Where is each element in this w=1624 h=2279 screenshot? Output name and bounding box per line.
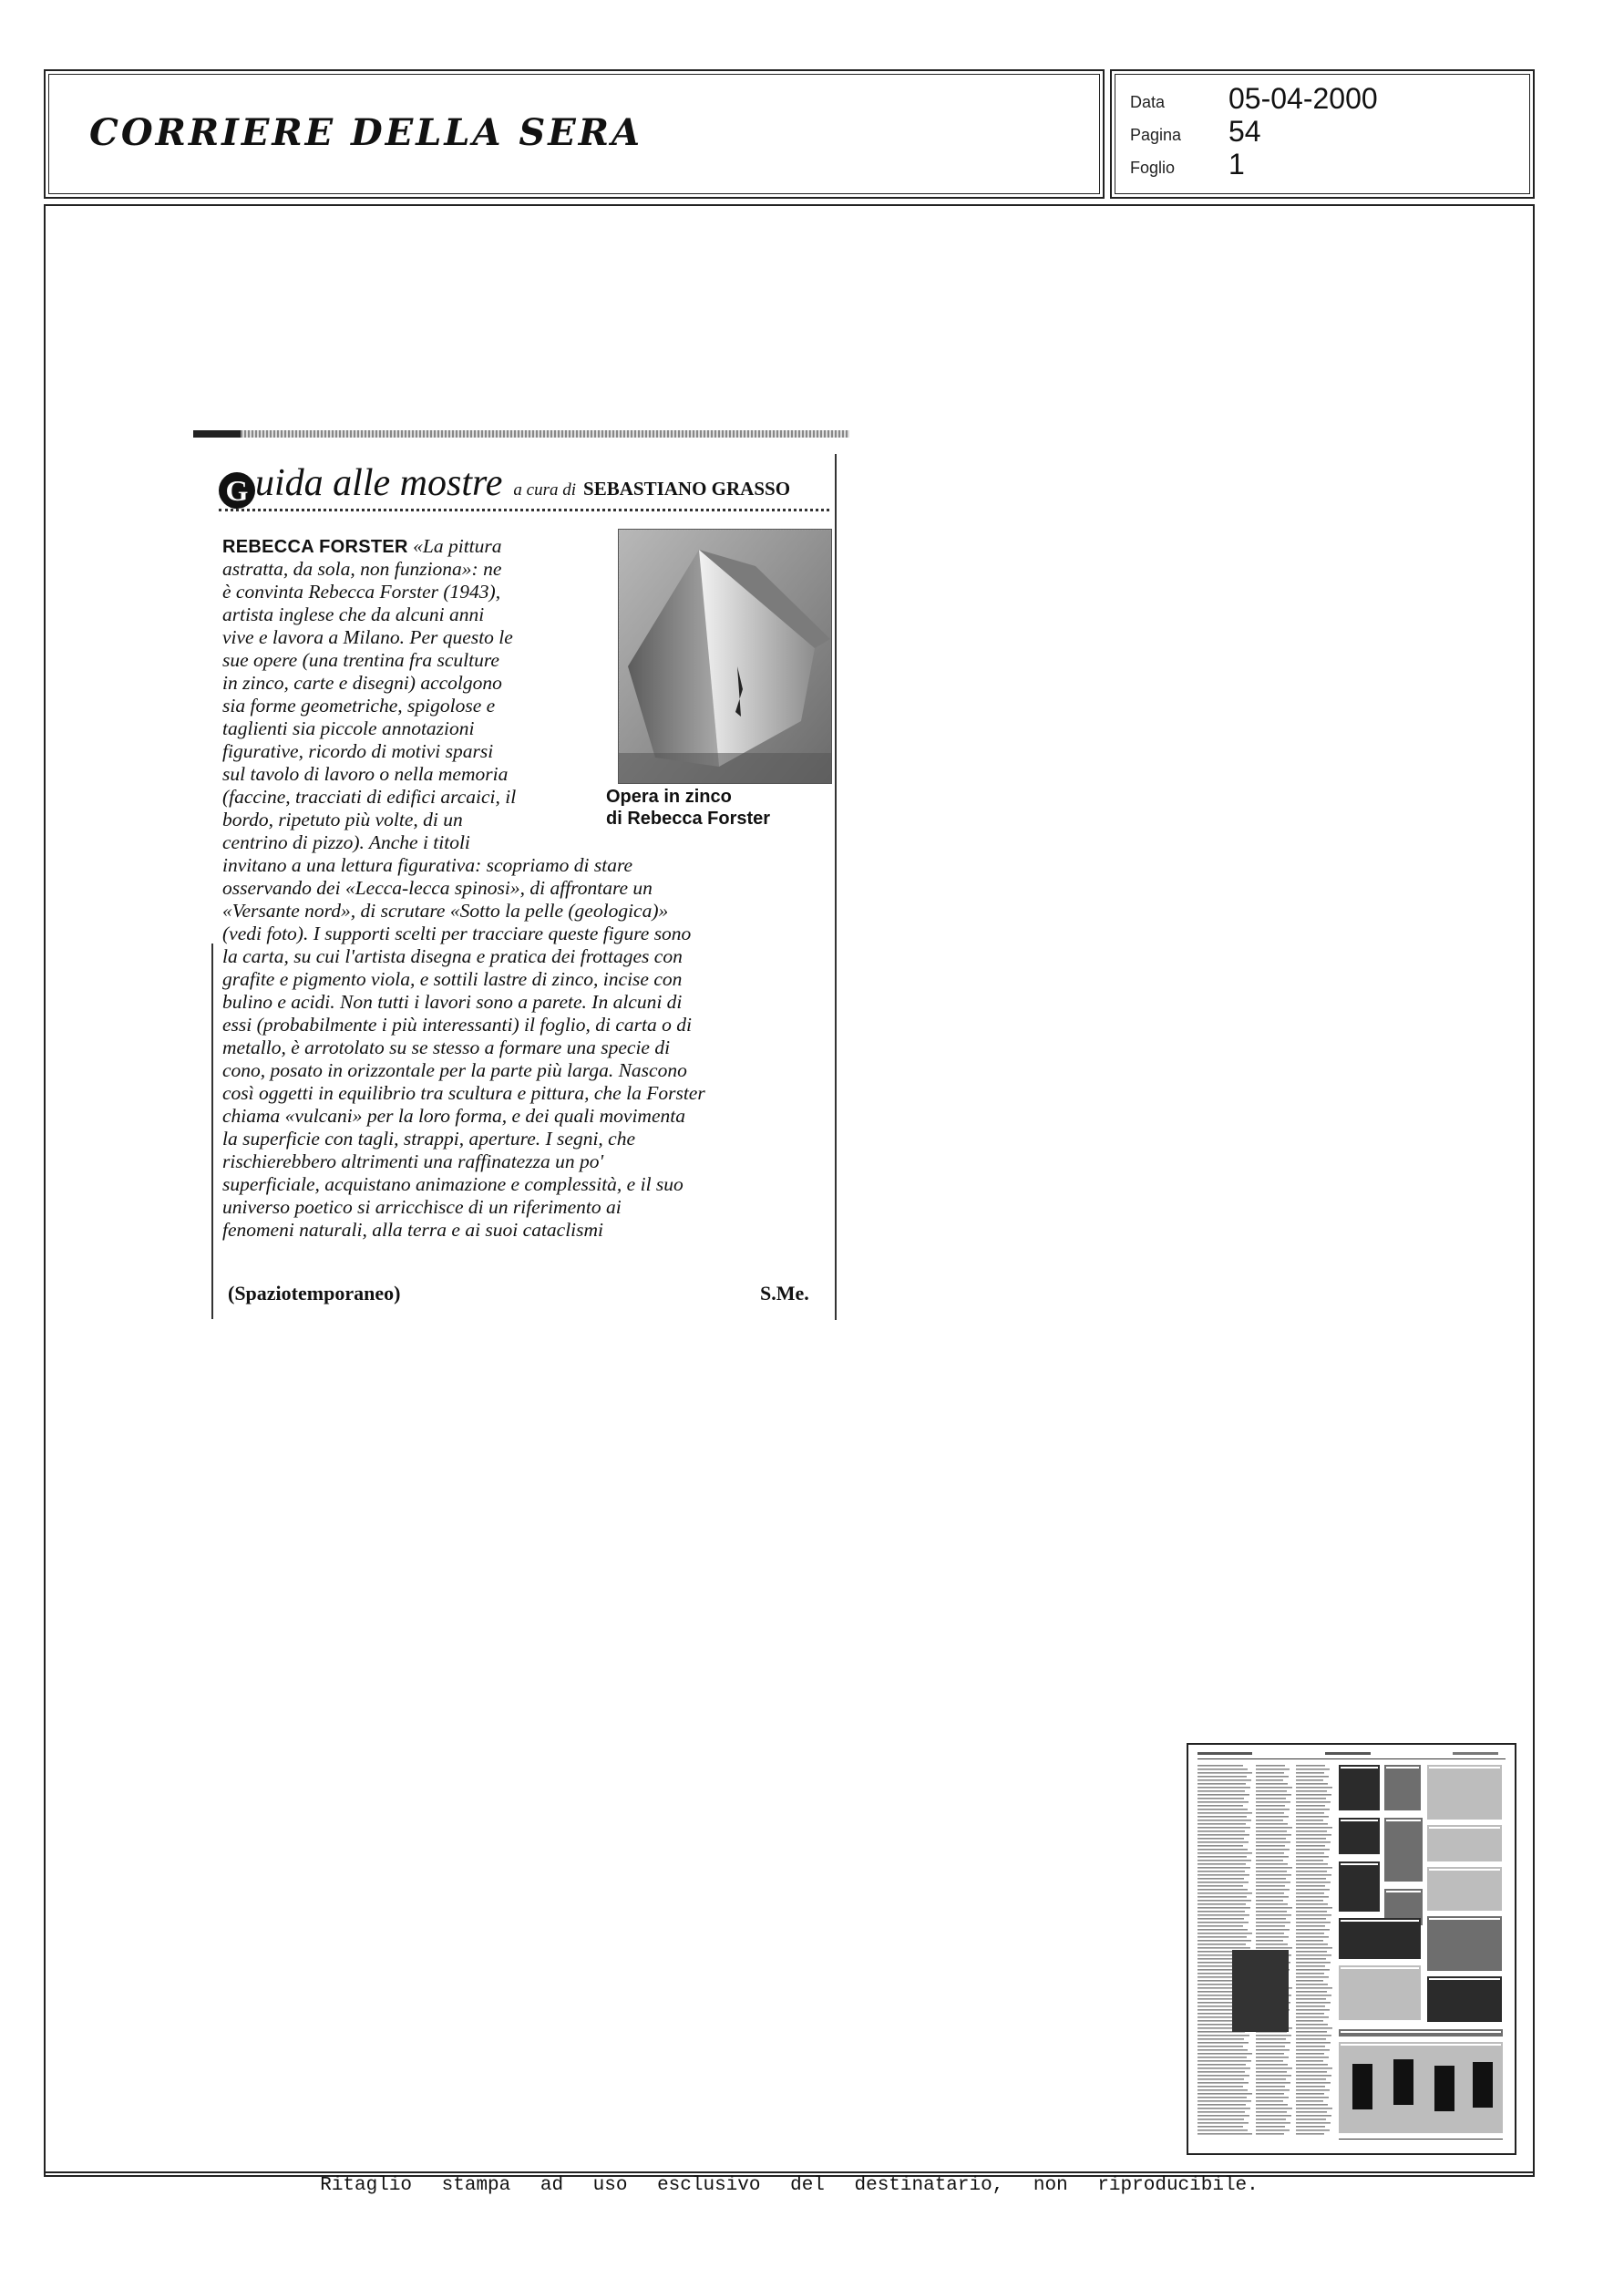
article-line: osservando dei «Lecca-lecca spinosi», di affrontare un <box>222 877 653 899</box>
page-thumbnail-image <box>1188 1745 1515 2153</box>
article-line: bordo, ripetuto più volte, di un <box>222 809 463 830</box>
top-dark-band <box>193 430 241 438</box>
artist-name: REBECCA FORSTER <box>222 537 408 557</box>
meta-value-date: 05-04-2000 <box>1228 82 1378 115</box>
article-line: centrino di pizzo). Anche i titoli <box>222 831 470 853</box>
caption-line-2: di Rebecca Forster <box>606 809 771 829</box>
meta-value-sheet: 1 <box>1228 148 1245 180</box>
article-line: sue opere (una trentina fra sculture <box>222 649 499 671</box>
meta-box <box>1110 69 1535 199</box>
artwork-photo <box>618 529 832 784</box>
column-rule-left <box>211 944 213 1319</box>
dotted-divider <box>219 509 829 511</box>
top-halftone-band <box>193 430 849 438</box>
meta-value-page: 54 <box>1228 115 1261 148</box>
article-line: fenomeni naturali, alla terra e ai suoi cataclismi <box>222 1219 604 1241</box>
photo-caption <box>606 786 770 830</box>
article-line: metallo, è arrotolato su se stesso a formare una specie di <box>222 1036 671 1058</box>
article-line: universo poetico si arricchisce di un riferimento ai <box>222 1196 622 1218</box>
article-line: (faccine, tracciati di edifici arcaici, il <box>222 786 517 808</box>
article-line: REBECCA FORSTER «La pittura <box>222 535 502 557</box>
curator-name: SEBASTIANO GRASSO <box>583 478 791 500</box>
guide-title: uida alle mostre <box>255 462 503 504</box>
venue-source: (Spaziotemporaneo) <box>228 1282 401 1304</box>
caption-line-1: Opera in zinco <box>606 787 732 807</box>
article-line: artista inglese che da alcuni anni <box>222 603 485 625</box>
article-line: grafite e pigmento viola, e sottili lastre di zinco, incise con <box>222 968 683 990</box>
curator-prefix: a cura di <box>513 480 577 500</box>
article-line: (vedi foto). I supporti scelti per tracciare queste figure sono <box>222 923 692 944</box>
article-clipping <box>191 428 852 1322</box>
masthead-box <box>44 69 1105 199</box>
article-line: figurative, ricordo di motivi sparsi <box>222 740 494 762</box>
footer-notice: Ritaglio stampa ad uso esclusivo del destinatario, non riproducibile. <box>320 2175 1259 2196</box>
article-line: in zinco, carte e disegni) accolgono <box>222 672 502 694</box>
meta-label-page: Pagina <box>1130 126 1182 144</box>
column-rule-right <box>835 454 837 1320</box>
guide-logo-icon: G <box>219 472 255 509</box>
masthead: CORRIERE DELLA SERA <box>89 111 643 154</box>
article-line: bulino e acidi. Non tutti i lavori sono a parete. In alcuni di <box>222 991 683 1013</box>
page-thumbnail <box>1187 1743 1516 2155</box>
meta-label-sheet: Foglio <box>1130 159 1176 177</box>
article-line: così oggetti in equilibrio tra scultura e pittura, che la Forster <box>222 1082 705 1104</box>
article-line: essi (probabilmente i più interessanti) il foglio, di carta o di <box>222 1014 692 1036</box>
article-line: sul tavolo di lavoro o nella memoria <box>222 763 509 785</box>
article-line: taglienti sia piccole annotazioni <box>222 717 475 739</box>
article-line: «Versante nord», di scrutare «Sotto la pelle (geologica)» <box>222 900 669 922</box>
author-signature: S.Me. <box>760 1282 809 1304</box>
article-line: astratta, da sola, non funziona»: ne <box>222 558 502 580</box>
article-line: invitano a una lettura figurativa: scopriamo di stare <box>222 854 633 876</box>
article-line: cono, posato in orizzontale per la parte più larga. Nascono <box>222 1059 687 1081</box>
guide-heading <box>219 461 790 509</box>
article-line: è convinta Rebecca Forster (1943), <box>222 581 501 603</box>
article-line: vive e lavora a Milano. Per questo le <box>222 626 513 648</box>
article-line: chiama «vulcani» per la loro forma, e dei quali movimenta <box>222 1105 685 1127</box>
article-line: sia forme geometriche, spigolose e <box>222 695 496 717</box>
article-line: la superficie con tagli, strappi, aperture. I segni, che <box>222 1128 636 1150</box>
article-line: la carta, su cui l'artista disegna e pratica dei frottages con <box>222 945 683 967</box>
article-line: rischierebbero altrimenti una raffinatezza un po' <box>222 1150 604 1172</box>
zinc-cone-image <box>619 530 832 784</box>
article-line: superficiale, acquistano animazione e complessità, e il suo <box>222 1173 684 1195</box>
footer-rule <box>44 2171 1535 2173</box>
meta-label-date: Data <box>1130 93 1166 111</box>
